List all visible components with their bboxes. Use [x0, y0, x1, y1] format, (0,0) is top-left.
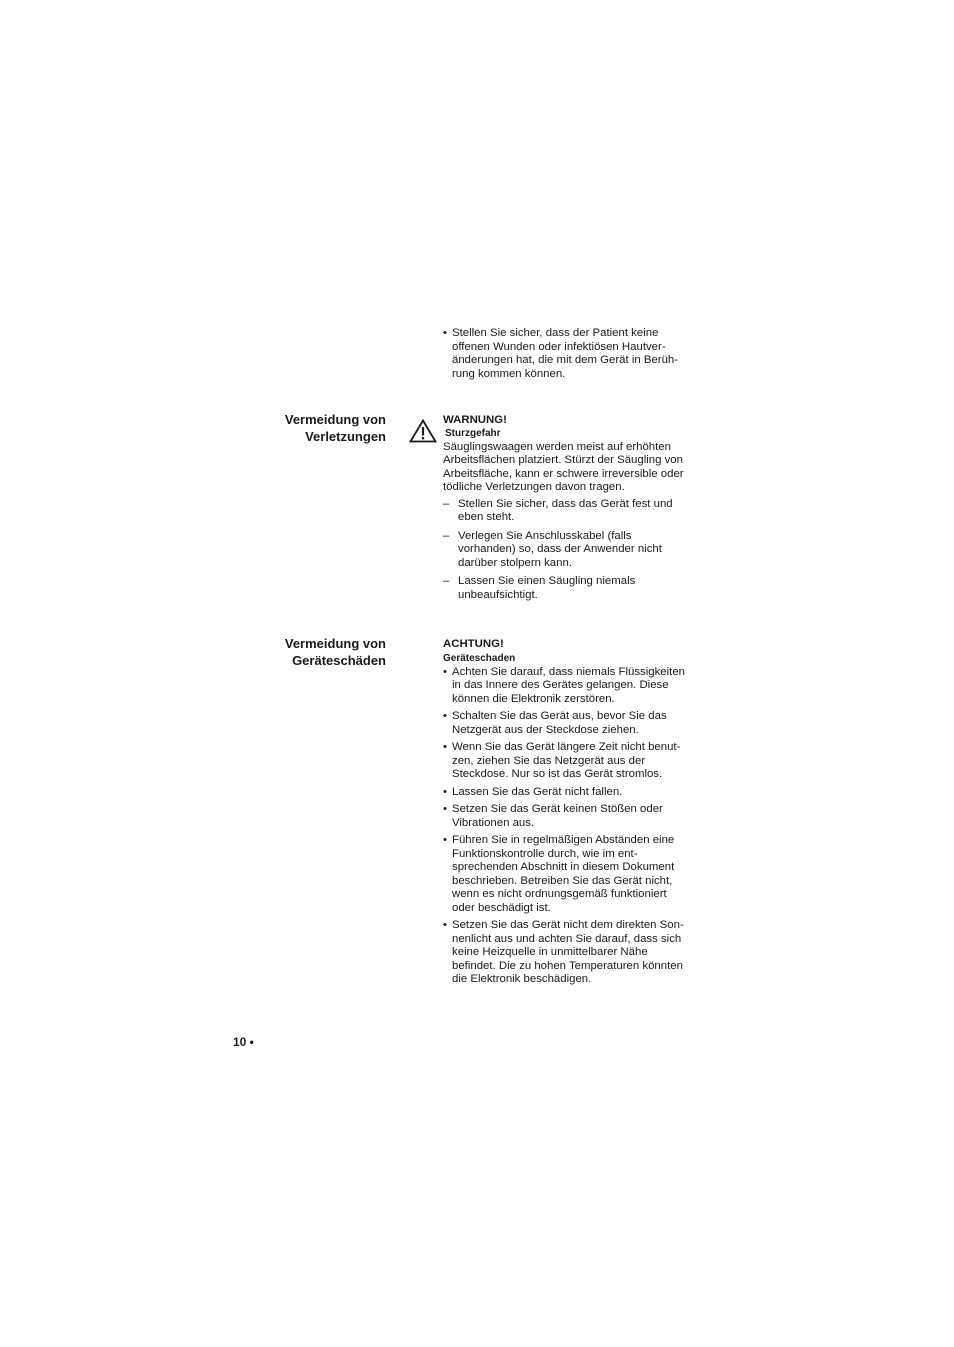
text-line: änderungen hat, die mit dem Gerät in Berüh-	[452, 354, 679, 366]
list-item: • Achten Sie darauf, dass niemals Flüssigkeiten in das Innere des Gerätes gelangen. Diese können die Elektronik zerstören.	[443, 665, 685, 705]
hazard-label: Sturzgefahr	[445, 427, 501, 439]
dash-item: – Lassen Sie einen Säugling niemals unbeaufsichtigt.	[443, 575, 636, 601]
section-heading-injuries: Vermeidung von Verletzungen	[284, 412, 386, 444]
warning-text	[443, 441, 703, 495]
page-number: 10 •	[233, 1035, 254, 1049]
text-line: Arbeitsfläche, kann er schwere irreversible oder	[443, 467, 684, 480]
section-heading-device-damage: Vermeidung von Geräteschäden	[284, 636, 386, 668]
text-line: rung kommen können.	[452, 367, 566, 380]
list-item: • Wenn Sie das Gerät längere Zeit nicht benut- zen, ziehen Sie das Netzgerät aus der Steckdose. Nur so ist das Gerät stromlos.	[443, 741, 681, 780]
hazard-label: Geräteschaden	[443, 652, 516, 664]
list-item: • Lassen Sie das Gerät nicht fallen.	[443, 785, 623, 798]
signal-word-caution: ACHTUNG!	[443, 638, 504, 650]
text-line: Stellen Sie sicher, dass der Patient keine	[452, 327, 659, 339]
bullet-marker: •	[443, 327, 447, 339]
intro-bullet-text	[452, 327, 703, 381]
intro-bullet	[443, 327, 703, 381]
text-line: tödliche Verletzungen davon tragen.	[443, 481, 625, 493]
list-item: • Schalten Sie das Gerät aus, bevor Sie das Netzgerät aus der Steckdose ziehen.	[443, 710, 667, 736]
list-item: • Setzen Sie das Gerät nicht dem direkten Son- nenlicht aus und achten Sie darauf, dass sich keine Heizquelle in unmittelbarer Nähe befindet. Die zu hohen Temperaturen könnten die Elektronik beschädigen.	[443, 919, 684, 985]
dash-item: – Stellen Sie sicher, dass das Gerät fest und eben steht.	[443, 497, 673, 523]
text-line: Arbeitsflächen platziert. Stürzt der Säugling von	[443, 454, 683, 466]
text-line: Säuglingswaagen werden meist auf erhöhten	[443, 440, 671, 453]
list-item: • Setzen Sie das Gerät keinen Stößen oder Vibrationen aus.	[443, 803, 663, 829]
warning-triangle-icon	[409, 419, 437, 443]
caution-block	[443, 638, 703, 987]
text-line: offenen Wunden oder infektiösen Hautver-	[452, 340, 666, 353]
dash-item: – Verlegen Sie Anschlusskabel (falls vorhanden) so, dass der Anwender nicht darüber stolpern kann.	[443, 529, 662, 569]
list-item: • Führen Sie in regelmäßigen Abständen eine Funktionskontrolle durch, wie im ent- sprechenden Abschnitt in diesem Dokument beschrieben. Betreiben Sie das Gerät nicht, wenn es nicht ordnungsgemäß funktioniert oder beschädigt ist.	[443, 834, 675, 914]
signal-word-warning: WARNUNG!	[443, 414, 507, 426]
warning-block	[443, 414, 703, 602]
